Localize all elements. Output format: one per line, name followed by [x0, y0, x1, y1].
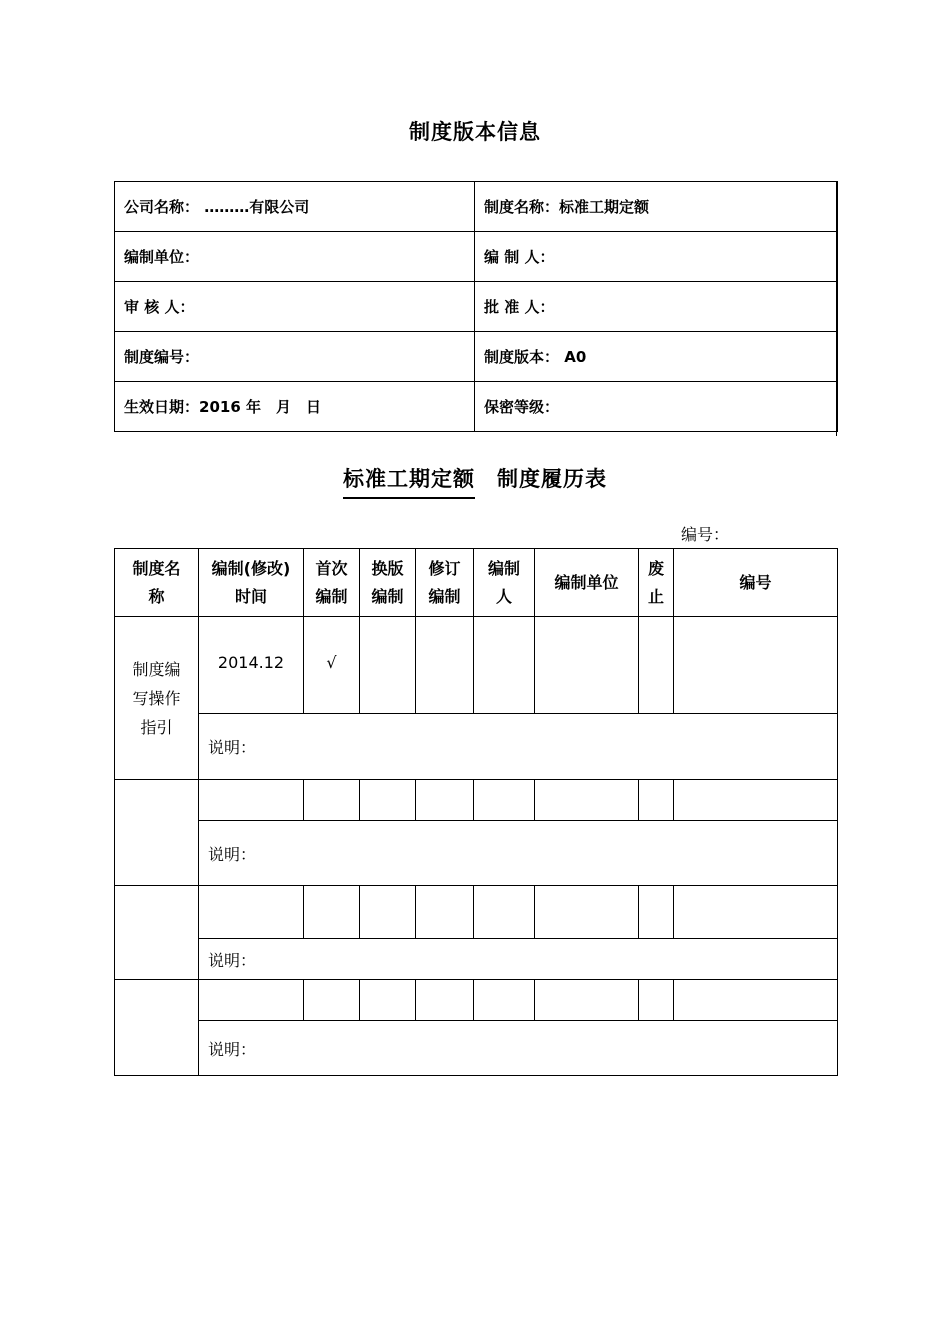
- entry-time-cell: [199, 980, 304, 1021]
- table-row: [115, 714, 838, 780]
- entry-time-cell: [199, 780, 304, 821]
- entry-name-line3: 指引: [140, 717, 173, 737]
- header-change-line2: 编制: [371, 586, 404, 606]
- company-label: 公司名称：: [124, 198, 200, 216]
- secrecy-label: 保密等级：: [484, 398, 560, 416]
- entry-unit-cell: [535, 780, 639, 821]
- header-change: [360, 549, 416, 617]
- entry-first-cell: [304, 886, 360, 939]
- entry-revise-cell: [416, 617, 474, 714]
- header-first: [304, 549, 360, 617]
- entry-editor-cell: [474, 886, 535, 939]
- editor-cell: [475, 232, 838, 282]
- entry-name-cell: [115, 886, 199, 980]
- entry-name-cell: [115, 780, 199, 886]
- entry-time-cell: [199, 886, 304, 939]
- entry-name-cell: [115, 617, 199, 780]
- info-row: [115, 382, 838, 432]
- header-abolish-line1: 废: [647, 558, 664, 578]
- entry-note: 说明：: [199, 1021, 838, 1076]
- entry-number-cell: [674, 886, 838, 939]
- table-row: [115, 886, 838, 939]
- header-editor-line1: 编制: [487, 558, 520, 578]
- header-change-line1: 换版: [371, 558, 404, 578]
- entry-change-cell: [360, 780, 416, 821]
- version-label: 制度版本：: [484, 348, 560, 366]
- policy-no-cell: [115, 332, 475, 382]
- entry-name-cell: [115, 980, 199, 1076]
- header-number: 编号: [674, 549, 838, 617]
- header-time-line1: 编制(修改): [211, 558, 291, 578]
- header-revise-line2: 编制: [428, 586, 461, 606]
- header-time-line2: 时间: [234, 586, 267, 606]
- entry-abolish-cell: [639, 617, 674, 714]
- entry-editor-cell: [474, 780, 535, 821]
- policy-name-value: 标准工期定额: [559, 198, 650, 216]
- history-header-row: [115, 549, 838, 617]
- approver-label: 批 准 人：: [484, 298, 555, 316]
- editor-label: 编 制 人：: [484, 248, 555, 266]
- effective-label: 生效日期：: [124, 398, 200, 416]
- header-name-line1: 制度名: [132, 558, 181, 578]
- info-row: [115, 332, 838, 382]
- entry-name-line2: 写操作: [132, 688, 181, 708]
- table-row: [115, 939, 838, 980]
- entry-first-cell: √: [304, 617, 360, 714]
- table-row: [115, 1021, 838, 1076]
- history-title-part2: 制度履历表: [497, 467, 607, 491]
- table-row: [115, 617, 838, 714]
- entry-first-cell: [304, 980, 360, 1021]
- header-time: [199, 549, 304, 617]
- company-cell: [115, 182, 475, 232]
- header-abolish-line2: 止: [647, 586, 664, 606]
- page-title: 制度版本信息: [409, 120, 541, 144]
- entry-revise-cell: [416, 980, 474, 1021]
- entry-first-cell: [304, 780, 360, 821]
- entry-change-cell: [360, 886, 416, 939]
- reviewer-label: 审 核 人：: [124, 298, 195, 316]
- header-revise: [416, 549, 474, 617]
- entry-unit-cell: [535, 886, 639, 939]
- entry-abolish-cell: [639, 886, 674, 939]
- entry-revise-cell: [416, 780, 474, 821]
- entry-editor-cell: [474, 980, 535, 1021]
- history-title: [0, 463, 950, 493]
- code-label: 编号：: [681, 525, 730, 544]
- entry-note: 说明：: [199, 821, 838, 886]
- entry-number-cell: [674, 780, 838, 821]
- table-border-line: [836, 181, 837, 436]
- policy-name-label: 制度名称：: [484, 198, 560, 216]
- history-table: [114, 548, 838, 1076]
- header-first-line1: 首次: [315, 558, 348, 578]
- entry-number-cell: [674, 617, 838, 714]
- entry-number-cell: [674, 980, 838, 1021]
- entry-change-cell: [360, 980, 416, 1021]
- approver-cell: [475, 282, 838, 332]
- table-row: [115, 780, 838, 821]
- dept-label: 编制单位：: [124, 248, 200, 266]
- policy-no-label: 制度编号：: [124, 348, 200, 366]
- info-row: [115, 232, 838, 282]
- header-revise-line1: 修订: [428, 558, 461, 578]
- header-first-line2: 编制: [315, 586, 348, 606]
- history-title-part1: 标准工期定额: [343, 467, 475, 499]
- version-info-table: [114, 181, 838, 432]
- policy-name-cell: [475, 182, 838, 232]
- secrecy-cell: [475, 382, 838, 432]
- header-name-line2: 称: [148, 586, 165, 606]
- header-abolish: [639, 549, 674, 617]
- entry-revise-cell: [416, 886, 474, 939]
- header-name: [115, 549, 199, 617]
- entry-abolish-cell: [639, 780, 674, 821]
- entry-abolish-cell: [639, 980, 674, 1021]
- entry-unit-cell: [535, 617, 639, 714]
- header-editor: [474, 549, 535, 617]
- company-value: ………有限公司: [204, 198, 310, 216]
- dept-cell: [115, 232, 475, 282]
- info-row: [115, 282, 838, 332]
- header-unit: 编制单位: [535, 549, 639, 617]
- effective-cell: [115, 382, 475, 432]
- version-cell: [475, 332, 838, 382]
- entry-unit-cell: [535, 980, 639, 1021]
- entry-change-cell: [360, 617, 416, 714]
- header-editor-line2: 人: [495, 586, 512, 606]
- info-row: [115, 182, 838, 232]
- entry-note: 说明：: [199, 714, 838, 780]
- entry-name-line1: 制度编: [132, 659, 181, 679]
- entry-note: 说明：: [199, 939, 838, 980]
- entry-time-cell: 2014.12: [199, 617, 304, 714]
- entry-editor-cell: [474, 617, 535, 714]
- reviewer-cell: [115, 282, 475, 332]
- table-row: [115, 821, 838, 886]
- effective-value: 2016 年 月 日: [199, 398, 321, 416]
- table-row: [115, 980, 838, 1021]
- version-value: A0: [564, 348, 587, 366]
